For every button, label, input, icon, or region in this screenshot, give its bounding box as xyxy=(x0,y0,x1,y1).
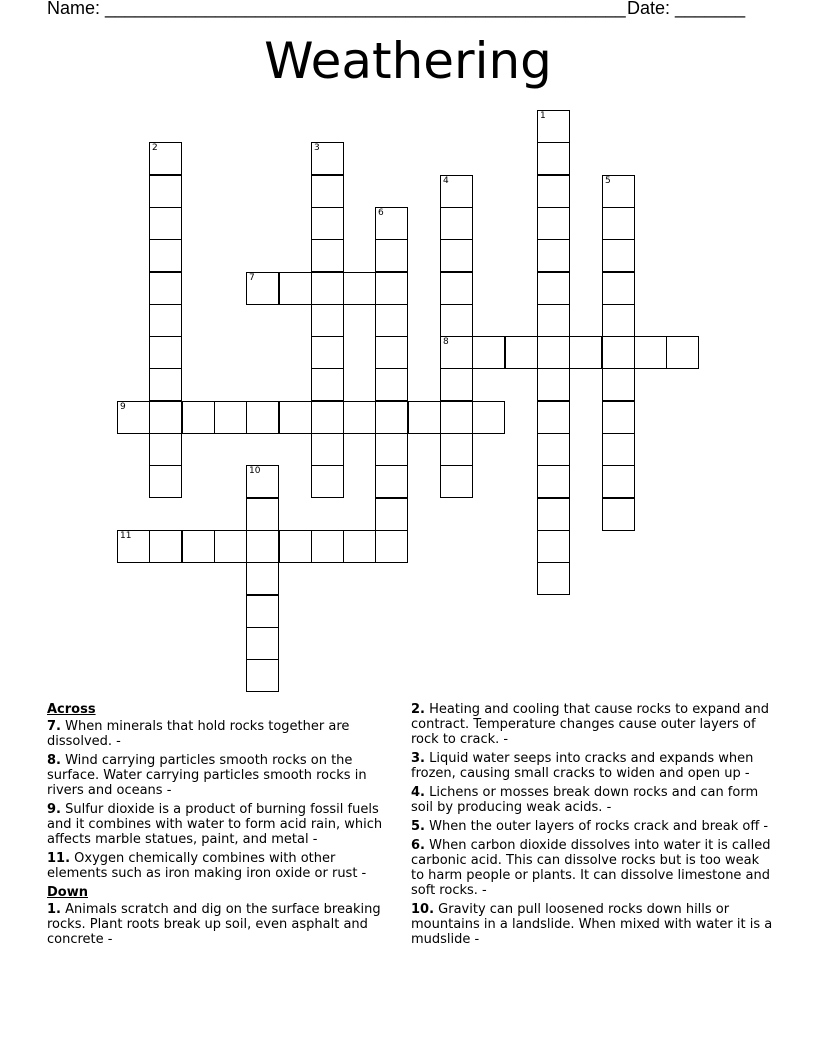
grid-cell[interactable] xyxy=(537,530,570,563)
grid-cell[interactable] xyxy=(246,627,279,660)
grid-cell[interactable] xyxy=(375,530,408,563)
grid-cell[interactable] xyxy=(214,401,247,434)
clue-down-5 xyxy=(411,819,773,834)
grid-cell[interactable] xyxy=(537,304,570,337)
grid-cell[interactable] xyxy=(440,465,473,498)
grid-cell[interactable] xyxy=(375,304,408,337)
grid-cell[interactable] xyxy=(537,175,570,208)
clue-down-10 xyxy=(411,902,773,947)
grid-cell[interactable] xyxy=(537,498,570,531)
cell-number: 1 xyxy=(540,111,546,121)
grid-cell[interactable] xyxy=(537,465,570,498)
grid-cell[interactable] xyxy=(440,207,473,240)
grid-cell[interactable] xyxy=(634,336,667,369)
grid-cell[interactable] xyxy=(375,433,408,466)
grid-cell[interactable] xyxy=(149,433,182,466)
cell-number: 8 xyxy=(443,337,449,347)
grid-cell[interactable] xyxy=(246,530,279,563)
grid-cell[interactable] xyxy=(602,304,635,337)
grid-cell[interactable] xyxy=(375,336,408,369)
grid-cell[interactable] xyxy=(602,465,635,498)
grid-cell[interactable] xyxy=(117,530,150,563)
grid-cell[interactable] xyxy=(343,272,376,305)
grid-cell[interactable] xyxy=(375,401,408,434)
grid-cell[interactable] xyxy=(440,272,473,305)
cell-number: 9 xyxy=(120,402,126,412)
grid-cell[interactable] xyxy=(440,239,473,272)
grid-cell[interactable] xyxy=(440,304,473,337)
grid-cell[interactable] xyxy=(408,401,441,434)
cell-number: 4 xyxy=(443,176,449,186)
clue-number: 2. xyxy=(411,702,425,717)
date-field-line: Date: _______ xyxy=(627,0,746,18)
grid-cell[interactable] xyxy=(246,272,279,305)
clue-number: 3. xyxy=(411,751,425,766)
grid-cell[interactable] xyxy=(537,562,570,595)
grid-cell[interactable] xyxy=(311,239,344,272)
grid-cell[interactable] xyxy=(602,433,635,466)
grid-cell[interactable] xyxy=(311,433,344,466)
grid-cell[interactable] xyxy=(149,175,182,208)
grid-cell[interactable] xyxy=(537,110,570,143)
grid-cell[interactable] xyxy=(440,336,473,369)
clue-down-4 xyxy=(411,785,773,815)
grid-cell[interactable] xyxy=(311,368,344,401)
clue-text: Animals scratch and dig on the surface breaking rocks. Plant roots break up soil, even asphalt and concrete - xyxy=(47,902,381,947)
grid-cell[interactable] xyxy=(279,272,312,305)
grid-cell[interactable] xyxy=(537,433,570,466)
grid-cell[interactable] xyxy=(375,272,408,305)
clue-down-2 xyxy=(411,702,773,747)
grid-cell[interactable] xyxy=(246,401,279,434)
grid-cell[interactable] xyxy=(311,272,344,305)
grid-cell[interactable] xyxy=(311,142,344,175)
grid-cell[interactable] xyxy=(343,401,376,434)
grid-cell[interactable] xyxy=(375,465,408,498)
grid-cell[interactable] xyxy=(311,465,344,498)
grid-cell[interactable] xyxy=(311,336,344,369)
clue-number: 8. xyxy=(47,753,61,768)
grid-cell[interactable] xyxy=(602,272,635,305)
clue-text: Sulfur dioxide is a product of burning fossil fuels and it combines with water to form acid rain, which affects marble statues, paint, and metal - xyxy=(47,802,383,847)
grid-cell[interactable] xyxy=(472,336,505,369)
grid-cell[interactable] xyxy=(311,304,344,337)
cell-number: 3 xyxy=(314,143,320,153)
grid-cell[interactable] xyxy=(537,272,570,305)
grid-cell[interactable] xyxy=(537,368,570,401)
grid-cell[interactable] xyxy=(149,304,182,337)
grid-cell[interactable] xyxy=(246,498,279,531)
page-title: Weathering xyxy=(264,32,552,90)
grid-cell[interactable] xyxy=(602,401,635,434)
cell-number: 5 xyxy=(605,176,611,186)
grid-cell[interactable] xyxy=(666,336,699,369)
grid-cell[interactable] xyxy=(537,142,570,175)
grid-cell[interactable] xyxy=(214,530,247,563)
grid-cell[interactable] xyxy=(602,498,635,531)
grid-cell[interactable] xyxy=(472,401,505,434)
grid-cell[interactable] xyxy=(440,433,473,466)
grid-cell[interactable] xyxy=(440,368,473,401)
grid-cell[interactable] xyxy=(311,207,344,240)
grid-cell[interactable] xyxy=(602,239,635,272)
clue-down-1 xyxy=(47,902,397,947)
clue-number: 10. xyxy=(411,902,435,917)
grid-cell[interactable] xyxy=(246,562,279,595)
cell-number: 11 xyxy=(120,531,132,541)
clue-text: Wind carrying particles smooth rocks on the surface. Water carrying particles smooth rocks in rivers and oceans - xyxy=(47,753,367,798)
grid-cell[interactable] xyxy=(149,368,182,401)
clue-number: 1. xyxy=(47,902,61,917)
clue-text: When minerals that hold rocks together are dissolved. - xyxy=(47,719,350,749)
grid-cell[interactable] xyxy=(537,207,570,240)
grid-cell[interactable] xyxy=(602,207,635,240)
clue-number: 4. xyxy=(411,785,425,800)
grid-cell[interactable] xyxy=(149,336,182,369)
grid-cell[interactable] xyxy=(246,465,279,498)
clues-column-right xyxy=(411,702,773,951)
grid-cell[interactable] xyxy=(311,530,344,563)
grid-cell[interactable] xyxy=(440,175,473,208)
grid-cell[interactable] xyxy=(149,401,182,434)
clue-text: Oxygen chemically combines with other elements such as iron making iron oxide or rust - xyxy=(47,851,367,881)
grid-cell[interactable] xyxy=(375,207,408,240)
grid-cell[interactable] xyxy=(537,239,570,272)
grid-cell[interactable] xyxy=(149,272,182,305)
cell-number: 6 xyxy=(378,208,384,218)
clue-text: When carbon dioxide dissolves into water it is called carbonic acid. This can dissolve rocks but is too weak to harm people or plants. It can dissolve limestone and soft rocks. - xyxy=(411,838,771,898)
cell-number: 2 xyxy=(152,143,158,153)
grid-cell[interactable] xyxy=(375,498,408,531)
clue-down-3 xyxy=(411,751,773,781)
cell-number: 10 xyxy=(249,466,261,476)
grid-cell[interactable] xyxy=(311,401,344,434)
grid-cell[interactable] xyxy=(311,175,344,208)
clues-column-left xyxy=(47,702,397,951)
clue-text: Heating and cooling that cause rocks to expand and contract. Temperature changes cause outer layers of rock to crack. - xyxy=(411,702,770,747)
grid-cell[interactable] xyxy=(279,530,312,563)
grid-cell[interactable] xyxy=(537,401,570,434)
grid-cell[interactable] xyxy=(149,239,182,272)
grid-cell[interactable] xyxy=(440,401,473,434)
clue-across-7 xyxy=(47,719,397,749)
grid-cell[interactable] xyxy=(602,368,635,401)
grid-cell[interactable] xyxy=(149,530,182,563)
grid-cell[interactable] xyxy=(375,368,408,401)
clue-number: 11. xyxy=(47,851,71,866)
grid-cell[interactable] xyxy=(182,530,215,563)
grid-cell[interactable] xyxy=(537,336,570,369)
grid-cell[interactable] xyxy=(149,142,182,175)
grid-cell[interactable] xyxy=(602,336,635,369)
down-heading: Down xyxy=(47,885,88,900)
grid-cell[interactable] xyxy=(182,401,215,434)
clue-down-6 xyxy=(411,838,773,898)
clue-text: When the outer layers of rocks crack and break off - xyxy=(424,819,769,834)
grid-cell[interactable] xyxy=(602,175,635,208)
name-field-line: Name: ____________________________________________________ xyxy=(47,0,626,18)
grid-cell[interactable] xyxy=(505,336,538,369)
clue-text: Lichens or mosses break down rocks and can form soil by producing weak acids. - xyxy=(411,785,759,815)
grid-cell[interactable] xyxy=(569,336,602,369)
grid-cell[interactable] xyxy=(246,595,279,628)
grid-cell[interactable] xyxy=(149,207,182,240)
clue-number: 9. xyxy=(47,802,61,817)
clue-text: Liquid water seeps into cracks and expands when frozen, causing small cracks to widen and open up - xyxy=(411,751,754,781)
clue-number: 5. xyxy=(411,819,425,834)
clue-number: 6. xyxy=(411,838,425,853)
clue-across-9 xyxy=(47,802,397,847)
clue-across-8 xyxy=(47,753,397,798)
clue-text: Gravity can pull loosened rocks down hills or mountains in a landslide. When mixed with water it is a mudslide - xyxy=(411,902,773,947)
grid-cell[interactable] xyxy=(149,465,182,498)
grid-cell[interactable] xyxy=(279,401,312,434)
grid-cell[interactable] xyxy=(375,239,408,272)
cell-number: 7 xyxy=(249,273,255,283)
grid-cell[interactable] xyxy=(246,659,279,692)
across-heading: Across xyxy=(47,702,96,717)
clue-number: 7. xyxy=(47,719,61,734)
clue-across-11 xyxy=(47,851,397,881)
grid-cell[interactable] xyxy=(343,530,376,563)
grid-cell[interactable] xyxy=(117,401,150,434)
